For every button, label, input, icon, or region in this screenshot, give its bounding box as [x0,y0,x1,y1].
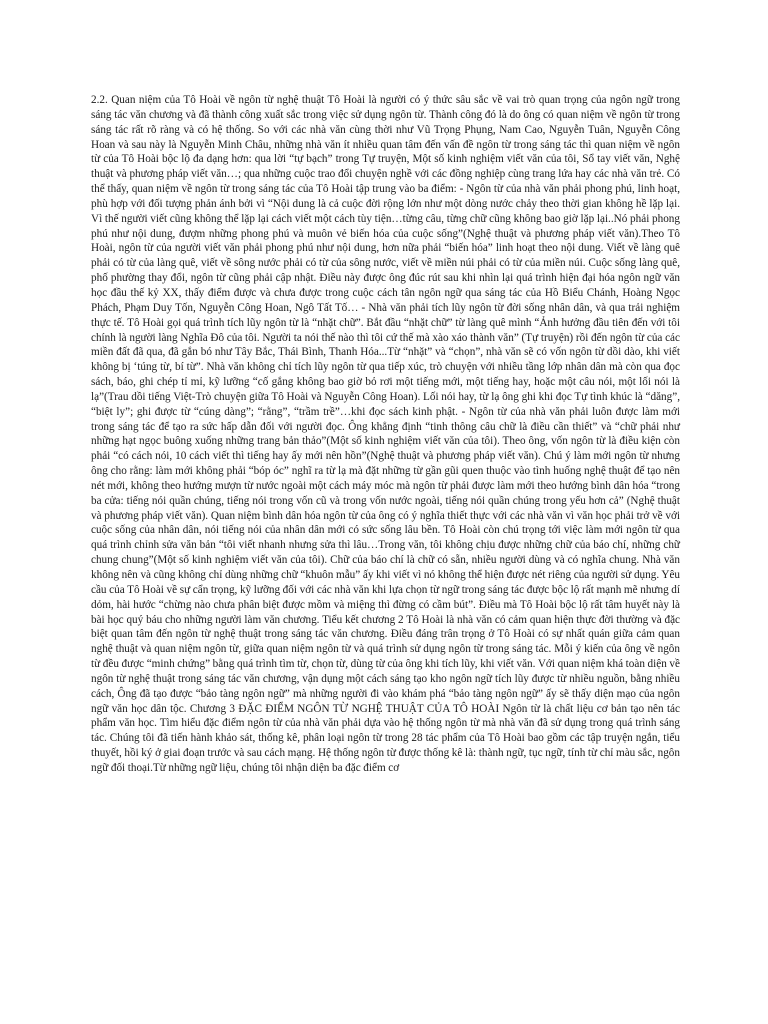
body-text: 2.2. Quan niệm của Tô Hoài về ngôn từ nghệ thuật Tô Hoài là người có ý thức sâu sắc về vai trò quan trọng của ngôn ngữ trong sáng tác văn chương và đã thành công xuất sắc trong việc sử dụng ngôn từ. Thành công đó là do ông có quan niệm về ngôn từ trong sáng tác rất rõ ràng và có hệ thống. So với các nhà văn cùng thời như Vũ Trọng Phụng, Nam Cao, Nguyễn Tuân, Nguyễn Công Hoan và sau này là Nguyễn Minh Châu, những nhà văn ít nhiều quan tâm đến vấn đề ngôn từ trong sáng tác thì quan niệm về ngôn từ của Tô Hoài bộc lộ đa dạng hơn: qua lời “tự bạch” trong Tự truyện, Một số kinh nghiệm viết văn của tôi, Sổ tay viết văn, Nghệ thuật và phương pháp viết văn…; qua những cuộc trao đổi chuyện nghề với các đồng nghiệp cùng trang lứa hay các nhà văn trẻ. Có thể thấy, quan niệm về ngôn từ trong sáng tác của Tô Hoài tập trung vào ba điểm: - Ngôn từ của nhà văn phải phong phú, linh hoạt, phù hợp với đối tượng phản ánh bởi vì “Nội dung là cả cuộc đời rộng lớn như một dòng nước chảy theo thời gian không hề lặp lại. Vì thế người viết cũng không thể lặp lại cách viết một cách tùy tiện…từng câu, từng chữ cũng không bao giờ lặp lại..Nó phải phong phú như nội dung, đượm những phong phú và muôn vẻ biến hóa của cuộc sống”(Nghệ thuật và phương pháp viết văn).Theo Tô Hoài, ngôn từ của người viết văn phải phong phú như nội dung, hơn nữa phải “biến hóa” linh hoạt theo nội dung. Viết về làng quê phải có từ của làng quê, viết về sông nước phải có từ của sông nước, viết về miền núi phải có từ của miền núi. Cuộc sống làng quê, phố phường thay đổi, ngôn từ cũng phải cập nhật. Điều này được ông đúc rút sau khi nhìn lại quá trình hiện đại hóa ngôn ngữ văn học đầu thế kỷ XX, thấy điểm được và chưa được trong cuộc cách tân ngôn ngữ qua sáng tác của Hồ Biểu Chánh, Hoàng Ngọc Phách, Phạm Duy Tốn, Nguyễn Công Hoan, Ngô Tất Tố… - Nhà văn phải tích lũy ngôn từ đời sống nhân dân, và qua trải nghiệm thực tế. Tô Hoài gọi quá trình tích lũy ngôn từ là “nhặt chữ”. Bắt đầu “nhặt chữ” từ làng quê mình “Ảnh hưởng đầu tiên đến với tôi chính là người làng Nghĩa Đô của tôi. Người ta nói thế nào thì tôi cứ thế mà xào xáo thành văn” (Tự truyện) rồi đến ngôn từ của các miền đất đã qua, đã gắn bó như Tây Bắc, Thái Bình, Thanh Hóa...Từ “nhặt” và “chọn”, nhà văn sẽ có vốn ngôn từ dồi dào, khi viết không bị ‘túng từ, bí từ”. Nhà văn không chỉ tích lũy ngôn từ qua tiếp xúc, trò chuyện với nhiều tầng lớp nhân dân mà còn qua đọc sách, báo, ghi chép tỉ mỉ, kỹ lưỡng “cố gắng không bao giờ bỏ rơi một tiếng mới, một tiếng hay, hoặc một câu nói, một lối nói là lạ”(Trau dồi tiếng Việt-Trò chuyện giữa Tô Hoài và Nguyễn Công Hoan). Lối nói hay, từ lạ ông ghi khi đọc Tự tình khúc là “dăng”, “biệt ly”; ghi được từ “cúng dàng”; “rằng”, “trầm trề”…khi đọc sách kinh phật. - Ngôn từ của nhà văn phải luôn được làm mới trong sáng tác để tạo ra sức hấp dẫn đối với người đọc. Ông khẳng định “tinh thông câu chữ là điều cần thiết” và “chữ phải như những hạt ngọc buông xuống những trang bản thảo”(Một số kinh nghiệm viết văn của tôi). Theo ông, vốn ngôn từ là điều kiện còn phải “có cách nói, 10 cách viết thì tiếng hay ấy mới nên hồn”(Nghệ thuật và phương pháp viết văn). Chú ý làm mới ngôn từ nhưng ông cho rằng: làm mới không phải “bóp óc” nghĩ ra từ lạ mà đặt những từ gần gũi quen thuộc vào tình huống nghệ thuật để tạo nên nét mới, không theo hướng mượn từ nước ngoài một cách máy móc mà ngôn từ phải được làm mới theo hướng bình dân hóa “trong ba cửa: tiếng nói quần chúng, tiếng nói trong vốn cũ và trong vốn nước ngoài, tiếng nói quần chúng trong yếu hơn cả” (Nghệ thuật và phương pháp viết văn). Quan niệm bình dân hóa ngôn từ của ông có ý nghĩa thiết thực với các nhà văn vì văn học phải trở về với cuộc sống của nhân dân, nói tiếng nói của nhân dân mới có sức sống lâu bền. Tô Hoài còn chú trọng tới việc làm mới ngôn từ qua quá trình chỉnh sửa văn bản “tôi viết nhanh nhưng sửa thì lâu…Trong văn, tôi không chịu được những chữ của báo chí, những chữ chung chung”(Một số kinh nghiệm viết văn của tôi). Chữ của báo chí là chữ có sẵn, nhiều người dùng và có nghĩa chung. Nhà văn không nên và cũng không chỉ dùng những chữ “khuôn mẫu” ấy khi viết vì nó không thể hiện được nét riêng của người sử dụng. Yêu cầu của Tô Hoài về sự cẩn trọng, kỹ lưỡng đối với các nhà văn khi lựa chọn từ ngữ trong sáng tác được bộc lộ rất mạnh mẽ nhưng dí dỏm, hài hước “chừng nào chưa phân biệt được mồm và miệng thì đừng có cầm bút”. Điều mà Tô Hoài bộc lộ rất tâm huyết này là bài học quý báu cho những người làm văn chương. Tiểu kết chương 2 Tô Hoài là nhà văn có cảm quan hiện thực đời thường và đặc biệt quan tâm đến ngôn từ nghệ thuật trong sáng tác văn chương. Điều đáng trân trọng ở Tô Hoài có sự nhất quán giữa cảm quan nghệ thuật và quan niệm ngôn từ, giữa quan niệm ngôn từ và quá trình sử dụng ngôn từ trong sáng tác. Mỗi ý kiến của ông về ngôn từ đều được “minh chứng” bằng quá trình tìm từ, chọn từ, dùng từ của ông khi tích lũy, khi viết văn. Với quan niệm khá toàn diện về ngôn từ nghệ thuật trong sáng tác văn chương, vận dụng một cách sáng tạo kho ngôn ngữ tích lũy được từ nhiều nguồn, bằng nhiều cách, Ông đã tạo được “bảo tàng ngôn ngữ” mà những người đi vào khám phá “bảo tàng ngôn ngữ” ấy sẽ thấy diện mạo của ngôn ngữ văn học dân tộc. Chương 3 ĐẶC ĐIỂM NGÔN TỪ NGHỆ THUẬT CỦA TÔ HOÀI Ngôn từ là chất liệu cơ bản tạo nên tác phẩm văn học. Tìm hiểu đặc điểm ngôn từ của nhà văn phải dựa vào hệ thống ngôn từ mà nhà văn đã sử dụng trong quá trình sáng tác. Chúng tôi đã tiến hành khảo sát, thống kê, phân loại ngôn từ trong 28 tác phẩm của Tô Hoài bao gồm các tập truyện ngắn, tiểu thuyết, hồi ký ở giai đoạn trước và sau cách mạng. Hệ thống ngôn từ được thống kê là: thành ngữ, tục ngữ, tính từ chỉ màu sắc, ngôn ngữ đối thoại.Từ những ngữ liệu, chúng tôi nhận diện ba đặc điểm cơ [91,94,680,774]
